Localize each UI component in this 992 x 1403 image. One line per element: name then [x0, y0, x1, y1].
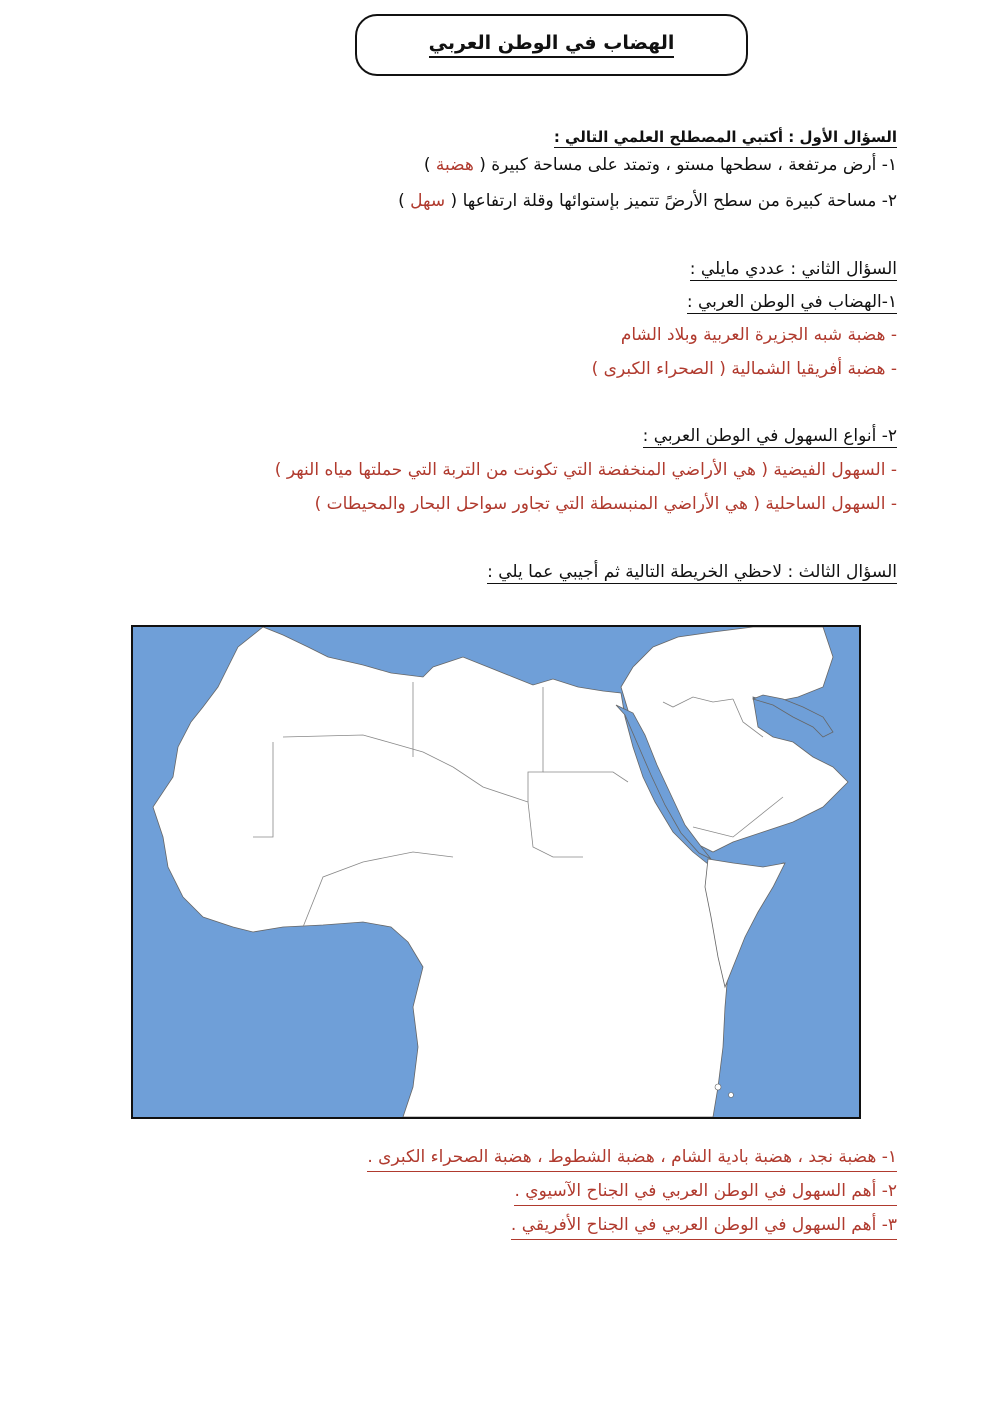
island — [729, 1093, 734, 1098]
q1-item-2: ٢- مساحة كبيرة من سطح الأرضً تتميز بإستوائها وقلة ارتفاعها ( سهل ) — [398, 191, 897, 211]
q2-sub2-heading: ٢- أنواع السهول في الوطن العربي : — [642, 426, 897, 446]
q3-answer-3: ٣- أهم السهول في الوطن العربي في الجناح الأفريقي . — [511, 1212, 897, 1240]
island — [715, 1084, 721, 1090]
q2-sub1-item-1: - هضبة شبه الجزيرة العربية وبلاد الشام — [620, 325, 897, 345]
page-title: الهضاب في الوطن العربي — [429, 32, 675, 58]
q2-sub2-item-2: - السهول الساحلية ( هي الأراضي المنبسطة التي تجاور سواحل البحار والمحيطات ) — [314, 494, 897, 514]
title-box — [355, 14, 748, 76]
arab-world-map — [131, 625, 861, 1119]
map-svg — [133, 627, 859, 1117]
q2-sub2-item-1: - السهول الفيضية ( هي الأراضي المنخفضة التي تكونت من التربة التي حملتها مياه النهر ) — [274, 460, 897, 480]
q2-heading: السؤال الثاني : عددي مايلي : — [689, 259, 897, 279]
q3-answer-1: ١- هضبة نجد ، هضبة بادية الشام ، هضبة الشطوط ، هضبة الصحراء الكبرى . — [367, 1144, 897, 1172]
q1-answer-2: سهل — [410, 191, 446, 211]
q2-sub1-item-2: - هضبة أفريقيا الشمالية ( الصحراء الكبرى ) — [591, 359, 897, 379]
q3-heading: السؤال الثالث : لاحظي الخريطة التالية ثم أجيبي عما يلي : — [487, 562, 897, 582]
q2-sub1-heading: ١-الهضاب في الوطن العربي : — [686, 292, 897, 312]
q1-item-1: ١- أرض مرتفعة ، سطحها مستو ، وتمتد على مساحة كبيرة ( هضبة ) — [423, 155, 897, 175]
q3-answer-2: ٢- أهم السهول في الوطن العربي في الجناح الآسيوي . — [514, 1178, 897, 1206]
persian-gulf — [753, 695, 833, 737]
q1-answer-1: هضبة — [435, 155, 474, 175]
q1-heading: السؤال الأول : أكتبي المصطلح العلمي التالي : — [553, 128, 897, 146]
